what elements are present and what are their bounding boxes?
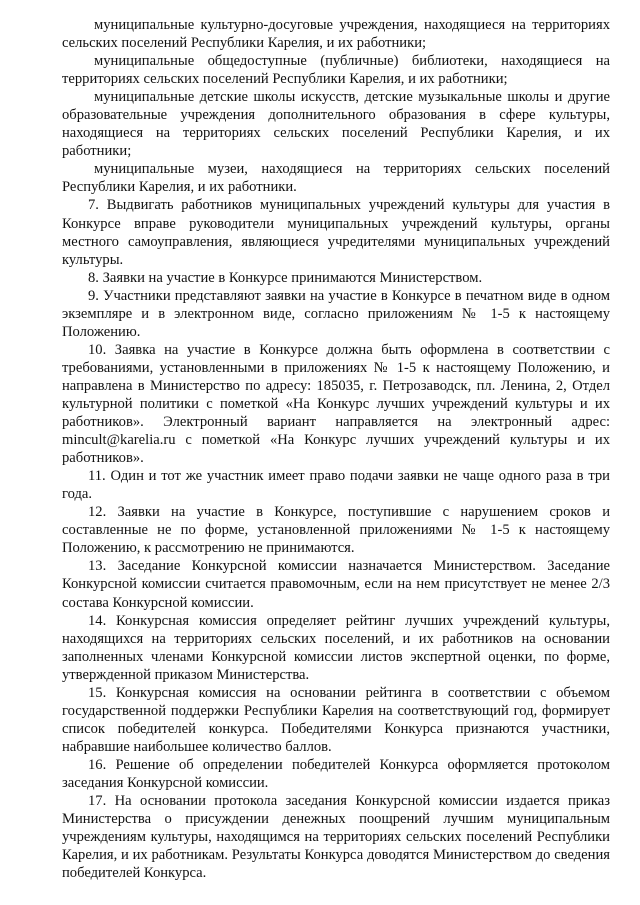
paragraph-10: 10. Заявка на участие в Конкурсе должна быть оформлена в соответствии с требованиями, установленными в приложениях № 1-5 к настоящему Положению, и направлена в Министерство по адресу: 185035, г. Петрозаводск, пл. Ленина, 2, Отдел культурной политики с пометкой «На Конкурс лучших учреждений культуры и их работников». Электронный вариант направляется на электронный адрес: mincult@karelia.ru с пометкой «На Конкурс лучших учреждений культуры и их работников». xyxy=(62,341,610,467)
paragraph-16: 16. Решение об определении победителей Конкурса оформляется протоколом заседания Конкурсной комиссии. xyxy=(62,756,610,791)
paragraph-17: 17. На основании протокола заседания Конкурсной комиссии издается приказ Министерства о присуждении денежных поощрений лучшим муниципальным учреждениям культуры, находящимся на территориях сельских поселений Республики Карелия, и их работникам. Результаты Конкурса доводятся Министерством до сведения победителей Конкурса. xyxy=(62,793,610,882)
paragraph-14: 14. Конкурсная комиссия определяет рейтинг лучших учреждений культуры, находящихся на территориях сельских поселений, и их работников на основании заполненных членами Конкурсной комиссии листов экспертной оценки, по форме, утвержденной приказом Министерства. xyxy=(62,612,610,683)
paragraph-cultural-institutions: муниципальные культурно-досуговые учреждения, находящиеся на территориях сельских поселений Республики Карелия, и их работники; xyxy=(62,17,610,52)
paragraph-art-schools: муниципальные детские школы искусств, детские музыкальные школы и другие образовательные учреждения дополнительного образования в сфере культуры, находящиеся на территориях сельских поселений Республики Карелия, и их работники; xyxy=(62,89,610,160)
paragraph-15: 15. Конкурсная комиссия на основании рейтинга в соответствии с объемом государственной поддержки Республики Карелия на соответствующий год, формирует список победителей конкурса. Победителями Конкурса признаются участники, набравшие наибольшее количество баллов. xyxy=(62,684,610,755)
paragraph-8: 8. Заявки на участие в Конкурсе принимаются Министерством. xyxy=(88,269,483,286)
paragraph-libraries: муниципальные общедоступные (публичные) библиотеки, находящиеся на территориях сельских поселений Республики Карелия, и их работники; xyxy=(62,53,610,88)
paragraph-13: 13. Заседание Конкурсной комиссии назначается Министерством. Заседание Конкурсной комиссии считается правомочным, если на нем присутствует не менее 2/3 состава Конкурсной комиссии. xyxy=(62,558,610,611)
paragraph-11: 11. Один и тот же участник имеет право подачи заявки не чаще одного раза в три года. xyxy=(62,468,610,503)
paragraph-9: 9. Участники представляют заявки на участие в Конкурсе в печатном виде в одном экземпляре и в электронном виде, согласно приложениям № 1-5 к настоящему Положению. xyxy=(62,287,610,340)
document-page xyxy=(62,16,610,882)
paragraph-7: 7. Выдвигать работников муниципальных учреждений культуры для участия в Конкурсе вправе руководители муниципальных учреждений культуры, органы местного самоуправления, являющиеся учредителями муниципальных учреждений культуры. xyxy=(62,197,610,268)
paragraph-12: 12. Заявки на участие в Конкурсе, поступившие с нарушением сроков и составленные не по форме, установленной приложениями № 1-5 к настоящему Положению, к рассмотрению не принимаются. xyxy=(62,504,610,557)
paragraph-museums: муниципальные музеи, находящиеся на территориях сельских поселений Республики Карелия, и их работники. xyxy=(62,161,610,196)
